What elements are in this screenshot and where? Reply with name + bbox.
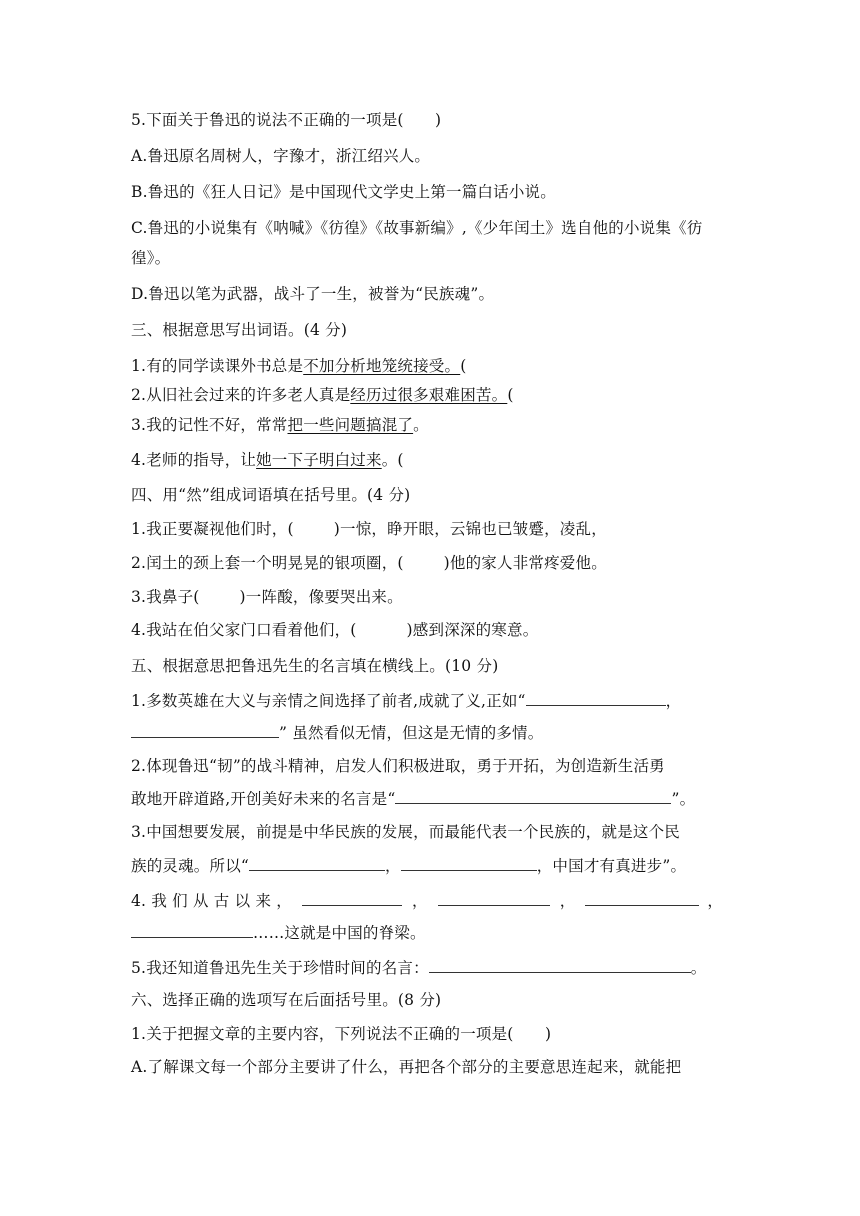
s5-item1-line1 (131, 690, 731, 711)
s3-item2 (131, 385, 731, 405)
q5-stem: 5.下面关于鲁迅的说法不正确的一项是( ) (131, 111, 442, 129)
s6-option-a: A.了解课文每一个部分主要讲了什么，再把各个部分的主要意思连起来，就能把 (131, 1058, 682, 1076)
s5-item5-end: 。 (690, 959, 707, 977)
fill-blank-line[interactable] (131, 722, 279, 738)
section6-title: 六、选择正确的选项写在后面括号里。(8 分) (131, 991, 442, 1009)
s3-item3 (131, 415, 731, 435)
s5-item3-comma: ， (385, 857, 401, 875)
section4-title: 四、用“然”组成词语填在括号里。(4 分) (131, 486, 411, 504)
s4-item3-b: )一阵酸，像要哭出来。 (239, 588, 403, 606)
q5-option-a: A.鲁迅原名周树人，字豫才，浙江绍兴人。 (131, 147, 431, 165)
fill-blank-line[interactable] (249, 855, 385, 871)
s3-item2-paren: ( (507, 386, 514, 404)
s4-item2-b: )他的家人非常疼爱他。 (443, 554, 607, 572)
q5-option-c-line2: 徨》。 (131, 249, 171, 267)
s5-item3-line1: 3.中国想要发展，前提是中华民族的发展，而最能代表一个民族的，就是这个民 (131, 823, 680, 841)
fill-blank-line[interactable] (526, 690, 666, 706)
s5-item2-c: ”。 (671, 790, 696, 808)
s5-item4-line2 (131, 922, 731, 943)
s3-item1-text: 1.有的同学读课外书总是 (131, 357, 304, 375)
s4-item4 (131, 620, 731, 640)
s4-item2-a: 2.闰土的颈上套一个明晃晃的银项圈，( (131, 554, 404, 572)
s5-item4-sep: ， (707, 892, 724, 910)
section3-title: 三、根据意思写出词语。(4 分) (131, 321, 348, 339)
fill-blank-line[interactable] (131, 922, 253, 938)
s6-item1: 1.关于把握文章的主要内容，下列说法不正确的一项是( ) (131, 1025, 552, 1043)
s5-item1-comma: ， (665, 692, 682, 710)
s4-item4-b: )感到深深的寒意。 (406, 621, 539, 639)
s5-item1-line2 (131, 722, 731, 743)
s4-item1 (131, 519, 731, 539)
s4-item4-a: 4.我站在伯父家门口看着他们，( (131, 621, 357, 639)
s5-item2-line2 (131, 788, 731, 809)
fill-blank-line[interactable] (585, 890, 699, 906)
fill-blank-line[interactable] (395, 788, 671, 804)
s5-item1-c: ” 虽然看似无情，但这是无情的多情。 (279, 724, 544, 742)
fill-blank-line[interactable] (302, 890, 402, 906)
s5-item2-line1: 2.体现鲁迅“韧”的战斗精神，启发人们积极进取，勇于开拓，为创造新生活勇 (131, 757, 665, 775)
s5-item3-d: ，中国才有真进步”。 (536, 857, 687, 875)
s5-item4-sep: ， (411, 892, 428, 910)
s3-item3-end: 。 (413, 416, 429, 434)
s4-item1-a: 1.我正要凝视他们时，( (131, 520, 294, 538)
s3-item1 (131, 356, 731, 376)
s3-item1-paren: ( (460, 357, 467, 375)
s3-item3-text: 3.我的记性不好，常常 (131, 416, 288, 434)
fill-blank-line[interactable] (401, 855, 537, 871)
q5-option-d: D.鲁迅以笔为武器，战斗了一生，被誉为“民族魂”。 (131, 285, 495, 303)
s3-item1-underlined: 不加分析地笼统接受。 (303, 357, 461, 375)
s5-item5-a: 5.我还知道鲁迅先生关于珍惜时间的名言： (131, 959, 429, 977)
fill-blank-line[interactable] (429, 957, 691, 973)
s5-item4-end: ……这就是中国的脊梁。 (253, 924, 426, 942)
s5-item4-a: 4. 我 们 从 古 以 来 ， (131, 892, 292, 910)
q5-option-b: B.鲁迅的《狂人日记》是中国现代文学史上第一篇白话小说。 (131, 183, 556, 201)
s5-item4-line1 (131, 890, 731, 911)
s3-item4-text: 4.老师的指导，让 (131, 451, 257, 469)
section5-title: 五、根据意思把鲁迅先生的名言填在横线上。(10 分) (131, 657, 499, 675)
s4-item3 (131, 587, 731, 607)
s3-item3-underlined: 把一些问题搞混了 (287, 416, 414, 434)
s4-item3-a: 3.我鼻子( (131, 588, 200, 606)
s3-item4-underlined: 她一下子明白过来 (256, 451, 382, 469)
s5-item3-b: 族的灵魂。所以“ (131, 857, 250, 875)
q5-option-c-line1: C.鲁迅的小说集有《呐喊》《彷徨》《故事新编》,《少年闰土》选自他的小说集《彷 (131, 219, 703, 237)
s5-item3-line2 (131, 855, 731, 876)
fill-blank-line[interactable] (438, 890, 550, 906)
s4-item2 (131, 553, 731, 573)
s3-item2-underlined: 经历过很多艰难困苦。 (350, 386, 508, 404)
s5-item4-sep: ， (559, 892, 576, 910)
s3-item4-paren: 。( (381, 451, 420, 469)
s5-item1-a: 1.多数英雄在大义与亲情之间选择了前者,成就了义,正如“ (131, 692, 526, 710)
s5-item5 (131, 957, 731, 978)
s4-item1-b: )一惊，睁开眼，云锦也已皱蹙，凌乱， (333, 520, 607, 538)
s3-item4 (131, 450, 731, 470)
s3-item2-text: 2.从旧社会过来的许多老人真是 (131, 386, 351, 404)
s5-item2-b: 敢地开辟道路,开创美好未来的名言是“ (131, 790, 396, 808)
